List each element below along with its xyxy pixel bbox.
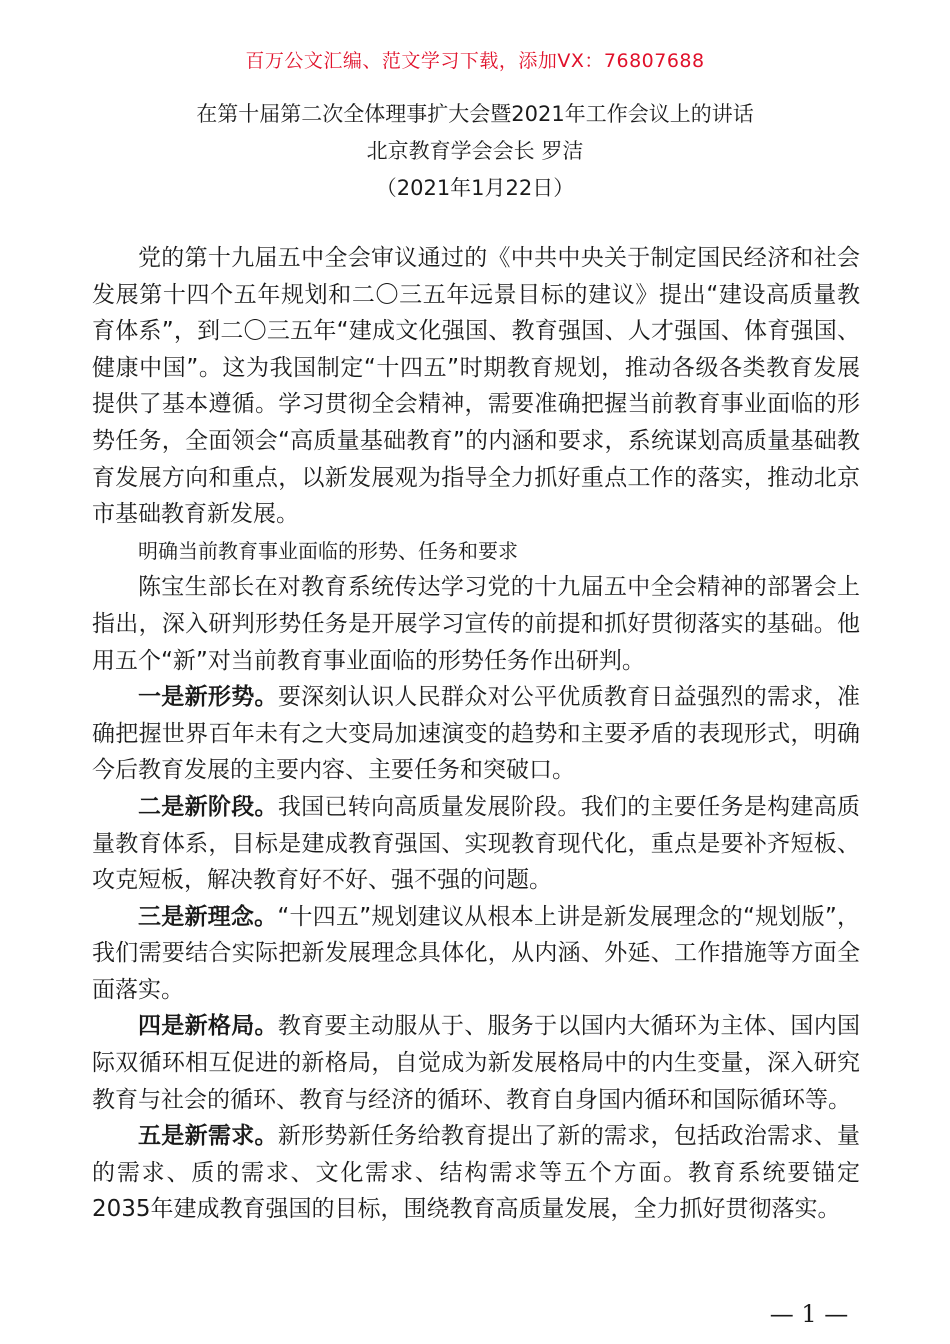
document-body [92, 240, 860, 1228]
speaker-line: 北京教育学会会长 罗洁 [366, 139, 584, 163]
section-heading: 明确当前教育事业面临的形势、任务和要求 [138, 538, 518, 563]
point-text-3: “十四五”规划建议从根本上讲是新发展理念的“规划版”，我们需要结合实际把新发展理念具体化，从内涵、外延、工作措施等方面全面落实。 [92, 903, 860, 1003]
speech-header [0, 96, 950, 207]
point-paragraph-4 [92, 1008, 860, 1118]
point-lead-5: 五是新需求。 [138, 1123, 278, 1150]
point-lead-4: 四是新格局。 [138, 1013, 278, 1040]
point-lead-2: 二是新阶段。 [138, 793, 278, 820]
point-paragraph-3 [92, 899, 860, 1009]
point-lead-3: 三是新理念。 [138, 903, 278, 930]
point-paragraph-2 [92, 789, 860, 899]
intro-paragraph: 党的第十九届五中全会审议通过的《中共中央关于制定国民经济和社会发展第十四个五年规划和二〇三五年远景目标的建议》提出“建设高质量教育体系”，到二〇三五年“建成文化强国、教育强国、人才强国、体育强国、健康中国”。这为我国制定“十四五”时期教育规划，推动各级各类教育发展提供了基本遵循。学习贯彻全会精神，需要准确把握当前教育事业面临的形势任务，全面领会“高质量基础教育”的内涵和要求，系统谋划高质量基础教育发展方向和重点，以新发展观为指导全力抓好重点工作的落实，推动北京市基础教育新发展。 [92, 245, 860, 528]
page-number: — 1 — [769, 1300, 849, 1328]
point-text-4: 教育要主动服从于、服务于以国内大循环为主体、国内国际双循环相互促进的新格局，自觉成为新发展格局中的内生变量，深入研究教育与社会的循环、教育与经济的循环、教育自身国内循环和国际循环等。 [92, 1013, 861, 1113]
section-intro-paragraph: 陈宝生部长在对教育系统传达学习党的十九届五中全会精神的部署会上指出，深入研判形势任务是开展学习宣传的前提和抓好贯彻落实的基础。他用五个“新”对当前教育事业面临的形势任务作出研判。 [92, 574, 860, 674]
speech-title: 在第十届第二次全体理事扩大会暨2021年工作会议上的讲话 [196, 102, 754, 126]
point-lead-1: 一是新形势。 [138, 684, 278, 711]
point-text-2: 我国已转向高质量发展阶段。我们的主要任务是构建高质量教育体系，目标是建成教育强国、实现教育现代化，重点是要补齐短板、攻克短板，解决教育好不好、强不强的问题。 [92, 793, 861, 894]
point-text-5: 新形势新任务给教育提出了新的需求，包括政治需求、量的需求、质的需求、文化需求、结构需求等五个方面。教育系统要锚定2035年建成教育强国的目标，围绕教育高质量发展，全力抓好贯彻落实。 [92, 1123, 861, 1223]
point-paragraph-5 [92, 1118, 860, 1228]
speech-date: （2021年1月22日） [375, 176, 575, 200]
point-text-1: 要深刻认识人民群众对公平优质教育日益强烈的需求，准确把握世界百年未有之大变局加速演变的趋势和主要矛盾的表现形式，明确今后教育发展的主要内容、主要任务和突破口。 [92, 684, 861, 784]
point-paragraph-1 [92, 679, 860, 789]
watermark-banner: 百万公文汇编、范文学习下载，添加VX：76807688 [245, 50, 705, 72]
